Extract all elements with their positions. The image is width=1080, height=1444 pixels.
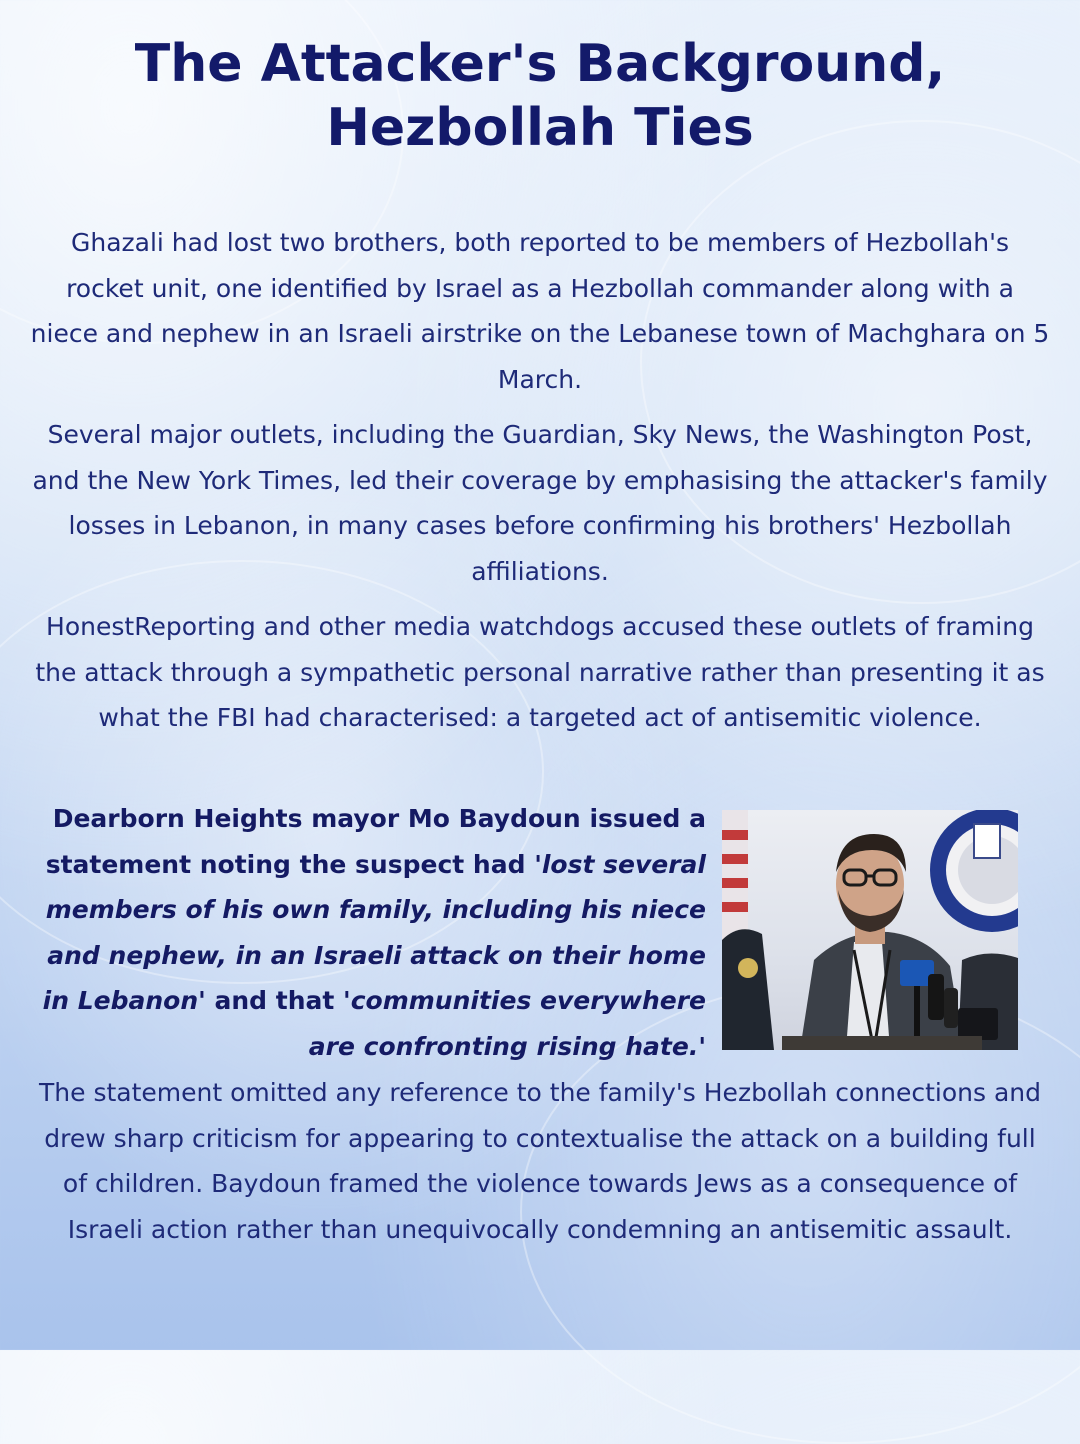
quote-italic-2: communities everywhere are confronting rising hate. [308, 986, 706, 1061]
mayor-photo-illustration [722, 810, 1018, 1050]
paragraph-statement-criticism: The statement omitted any reference to the family's Hezbollah connections and drew sharp criticism for appearing to contextualise the attack on a building full of children. Baydoun framed the violence towards Jews as a consequence of Israeli action rather than unequivocally condemning an antisemitic assault. [39, 1078, 1041, 1244]
paragraph-watchdogs: HonestReporting and other media watchdogs accused these outlets of framing the attack through a sympathetic personal narrative rather than presenting it as what the FBI had characterised: a targeted act of antisemitic violence. [35, 612, 1045, 732]
mayor-statement-quote [22, 796, 706, 1069]
page-title [40, 32, 1040, 160]
paragraph-brothers: Ghazali had lost two brothers, both reported to be members of Hezbollah's rocket unit, one identified by Israel as a Hezbollah commander along with a niece and nephew in an Israeli airstrike on the Lebanese town of Machghara on 5 March. [30, 228, 1050, 394]
quote-outro: ' [698, 1031, 706, 1061]
quote-intro: Dearborn Heights mayor Mo Baydoun issued a statement noting the suspect had ' [45, 804, 706, 879]
quote-middle: ' and that ' [198, 986, 351, 1015]
page-title-line1: The Attacker's Background, [134, 34, 946, 94]
mayor-photo [722, 810, 1018, 1050]
paragraph-media-coverage: Several major outlets, including the Guardian, Sky News, the Washington Post, and the New York Times, led their coverage by emphasising the attacker's family losses in Lebanon, in many cases before confirming his brothers' Hezbollah affiliations. [32, 420, 1048, 586]
page-title-line2: Hezbollah Ties [326, 98, 754, 158]
quote-italic-1: lost several members of his own family, including his niece and nephew, in an Israeli attack on their home in Lebanon [42, 849, 706, 1015]
